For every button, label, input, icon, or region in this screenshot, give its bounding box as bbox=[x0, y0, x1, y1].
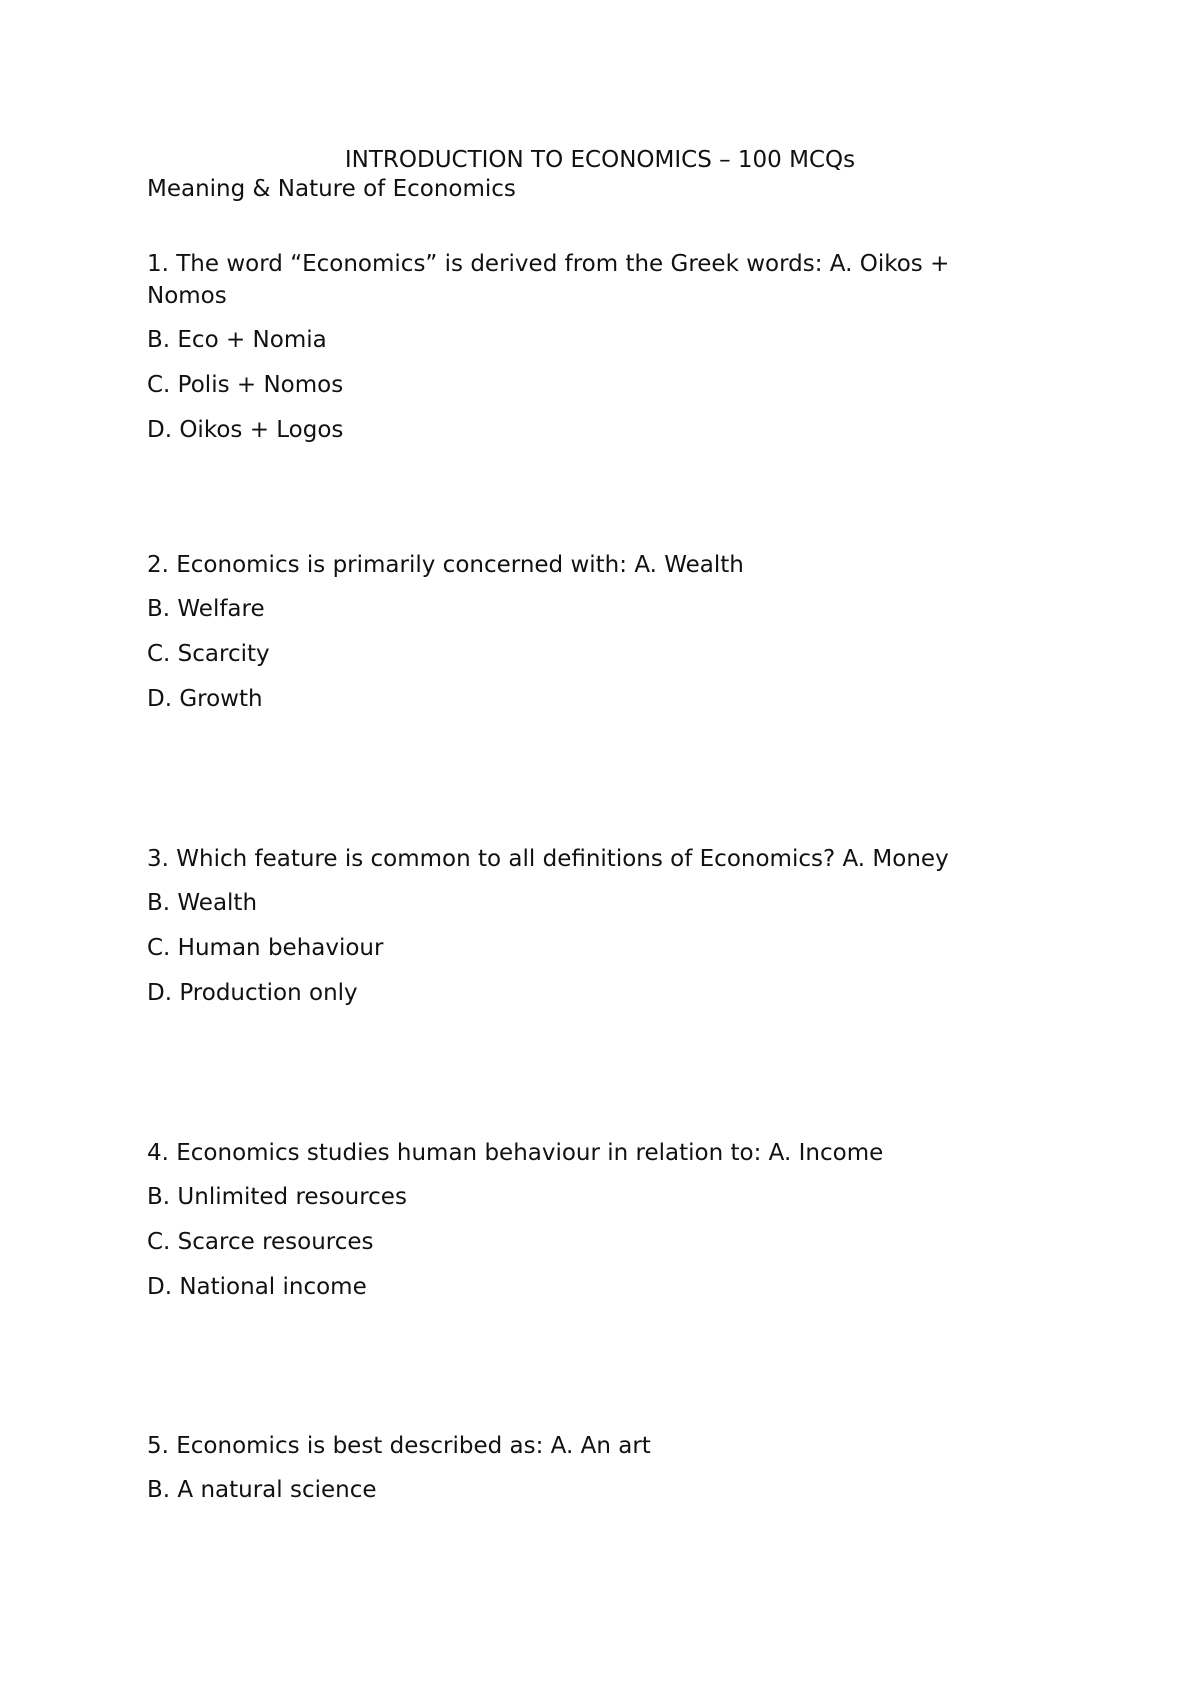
option-d: D. Growth bbox=[147, 686, 263, 712]
section-heading: Meaning & Nature of Economics bbox=[147, 176, 516, 202]
option-b: B. Unlimited resources bbox=[147, 1184, 407, 1210]
option-d: D. Oikos + Logos bbox=[147, 417, 344, 443]
question-3 bbox=[147, 843, 1027, 1009]
question-4 bbox=[147, 1137, 1027, 1303]
option-c: C. Polis + Nomos bbox=[147, 372, 344, 398]
option-c: C. Human behaviour bbox=[147, 935, 384, 961]
question-stem: 3. Which feature is common to all definitions of Economics? A. Money bbox=[147, 846, 949, 872]
question-1 bbox=[147, 248, 1027, 446]
option-d: D. Production only bbox=[147, 980, 358, 1006]
option-b: B. Eco + Nomia bbox=[147, 327, 327, 353]
option-d: D. National income bbox=[147, 1274, 367, 1300]
question-2 bbox=[147, 549, 1027, 715]
option-c: C. Scarcity bbox=[147, 641, 270, 667]
question-stem: 2. Economics is primarily concerned with: A. Wealth bbox=[147, 552, 744, 578]
option-b: B. Welfare bbox=[147, 596, 265, 622]
option-c: C. Scarce resources bbox=[147, 1229, 374, 1255]
option-b: B. Wealth bbox=[147, 890, 258, 916]
question-stem: 4. Economics studies human behaviour in relation to: A. Income bbox=[147, 1140, 884, 1166]
question-5 bbox=[147, 1430, 1027, 1506]
question-stem: 1. The word “Economics” is derived from the Greek words: A. Oikos + Nomos bbox=[147, 251, 950, 309]
question-stem: 5. Economics is best described as: A. An art bbox=[147, 1433, 651, 1459]
document-title: INTRODUCTION TO ECONOMICS – 100 MCQs bbox=[344, 147, 856, 173]
option-b: B. A natural science bbox=[147, 1477, 377, 1503]
